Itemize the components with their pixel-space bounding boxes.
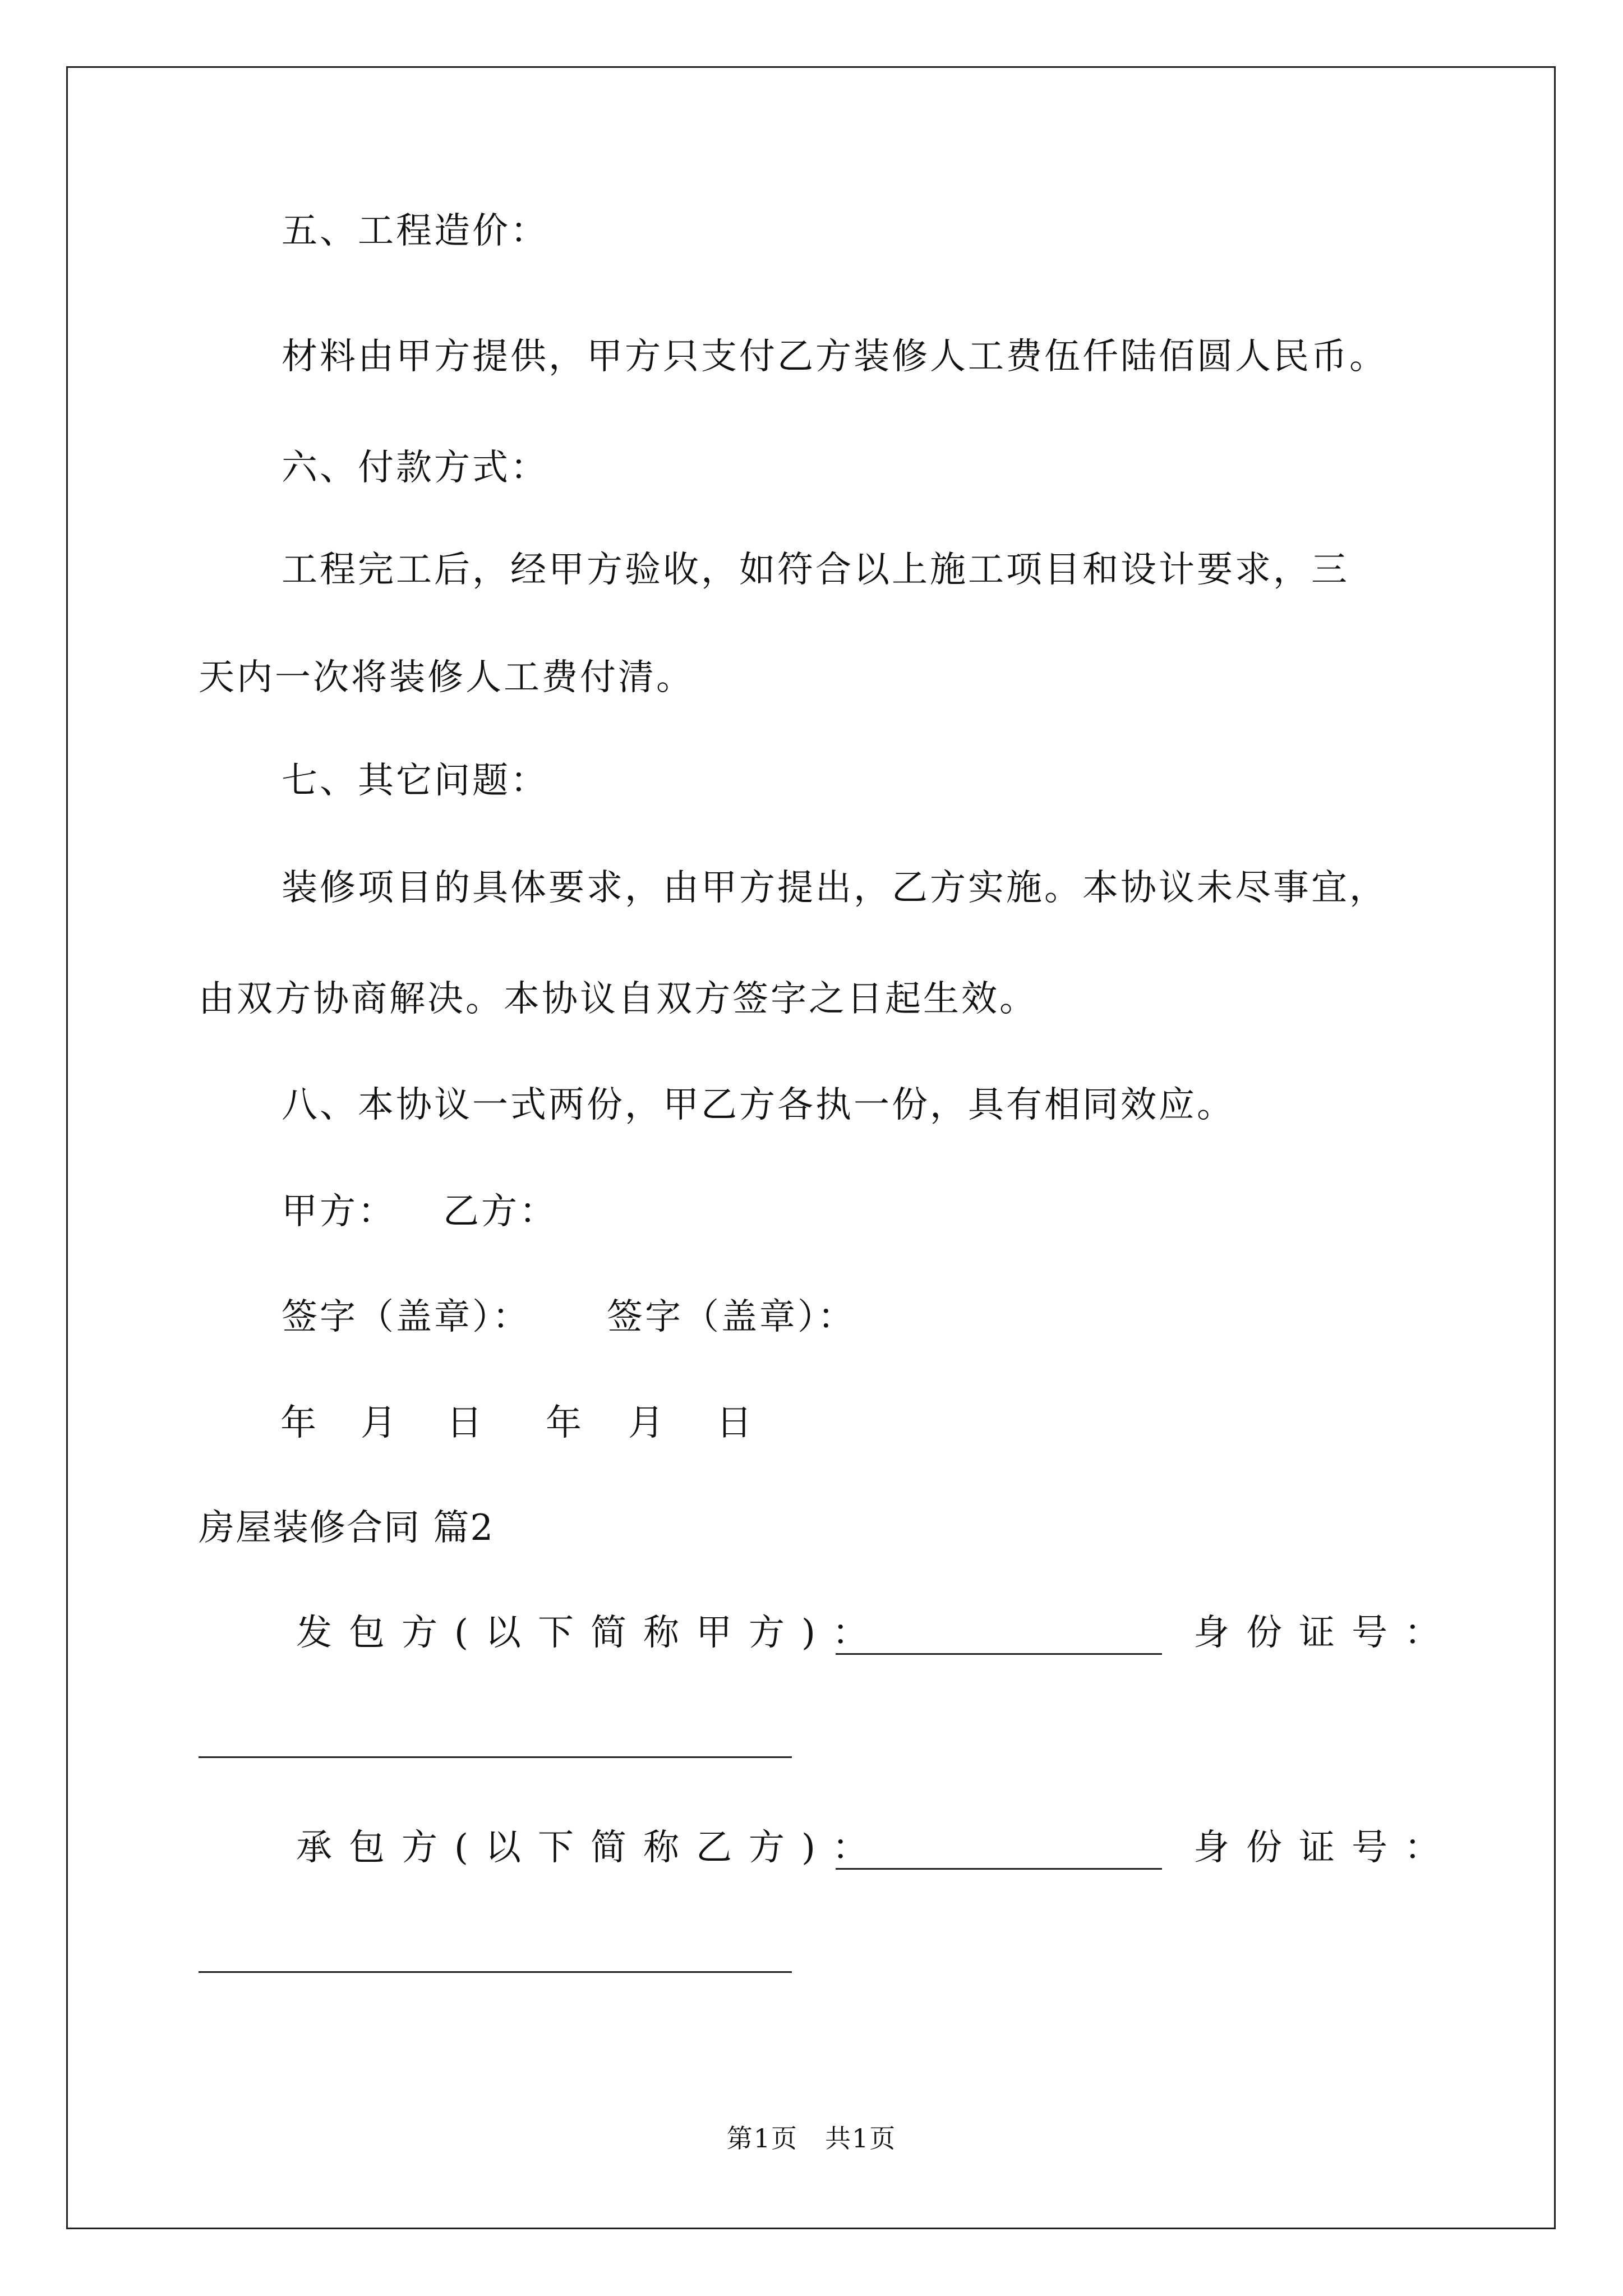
date-a-day: 日 <box>446 1402 485 1444</box>
section6-heading: 六、付款方式： <box>282 447 548 489</box>
section7-body-line1: 装修项目的具体要求，由甲方提出，乙方实施。本协议未尽事宜， <box>282 867 1387 909</box>
date-b-day: 日 <box>716 1402 754 1444</box>
contractor-name-blank <box>836 1868 1162 1870</box>
page-footer: 第1页 共1页 <box>726 2123 897 2154</box>
contractor-id-label: 身份证号： <box>1193 1827 1457 1869</box>
section6-body-line2: 天内一次将装修人工费付清。 <box>199 657 694 698</box>
signature-a-label: 签字（盖章）： <box>282 1296 531 1338</box>
employer-id-label: 身份证号： <box>1193 1612 1457 1654</box>
date-a-month: 月 <box>361 1402 399 1444</box>
section7-body-line2: 由双方协商解决。本协议自双方签字之日起生效。 <box>199 978 1038 1020</box>
date-a-year: 年 <box>280 1402 319 1444</box>
section8-clause: 八、本协议一式两份，甲乙方各执一份，具有相同效应。 <box>282 1084 1235 1126</box>
contractor-id-blank <box>199 1971 792 1973</box>
section6-body-line1: 工程完工后，经甲方验收，如符合以上施工项目和设计要求，三 <box>282 549 1349 591</box>
page-frame <box>66 66 1556 2229</box>
date-b-year: 年 <box>546 1402 584 1444</box>
contract2-title: 房屋装修合同 篇2 <box>199 1507 495 1549</box>
signature-b-label: 签字（盖章）： <box>607 1296 856 1338</box>
contractor-label: 承包方(以下简称乙方)： <box>296 1827 885 1869</box>
party-b-label: 乙方： <box>443 1191 557 1232</box>
party-a-label: 甲方： <box>282 1191 396 1232</box>
section5-body: 材料由甲方提供，甲方只支付乙方装修人工费伍仟陆佰圆人民币。 <box>282 336 1387 378</box>
employer-name-blank <box>836 1653 1162 1655</box>
date-b-month: 月 <box>628 1402 666 1444</box>
employer-label: 发包方(以下简称甲方)： <box>296 1612 885 1654</box>
section5-heading: 五、工程造价： <box>282 210 548 252</box>
section7-heading: 七、其它问题： <box>282 760 548 802</box>
employer-id-blank <box>199 1756 792 1758</box>
